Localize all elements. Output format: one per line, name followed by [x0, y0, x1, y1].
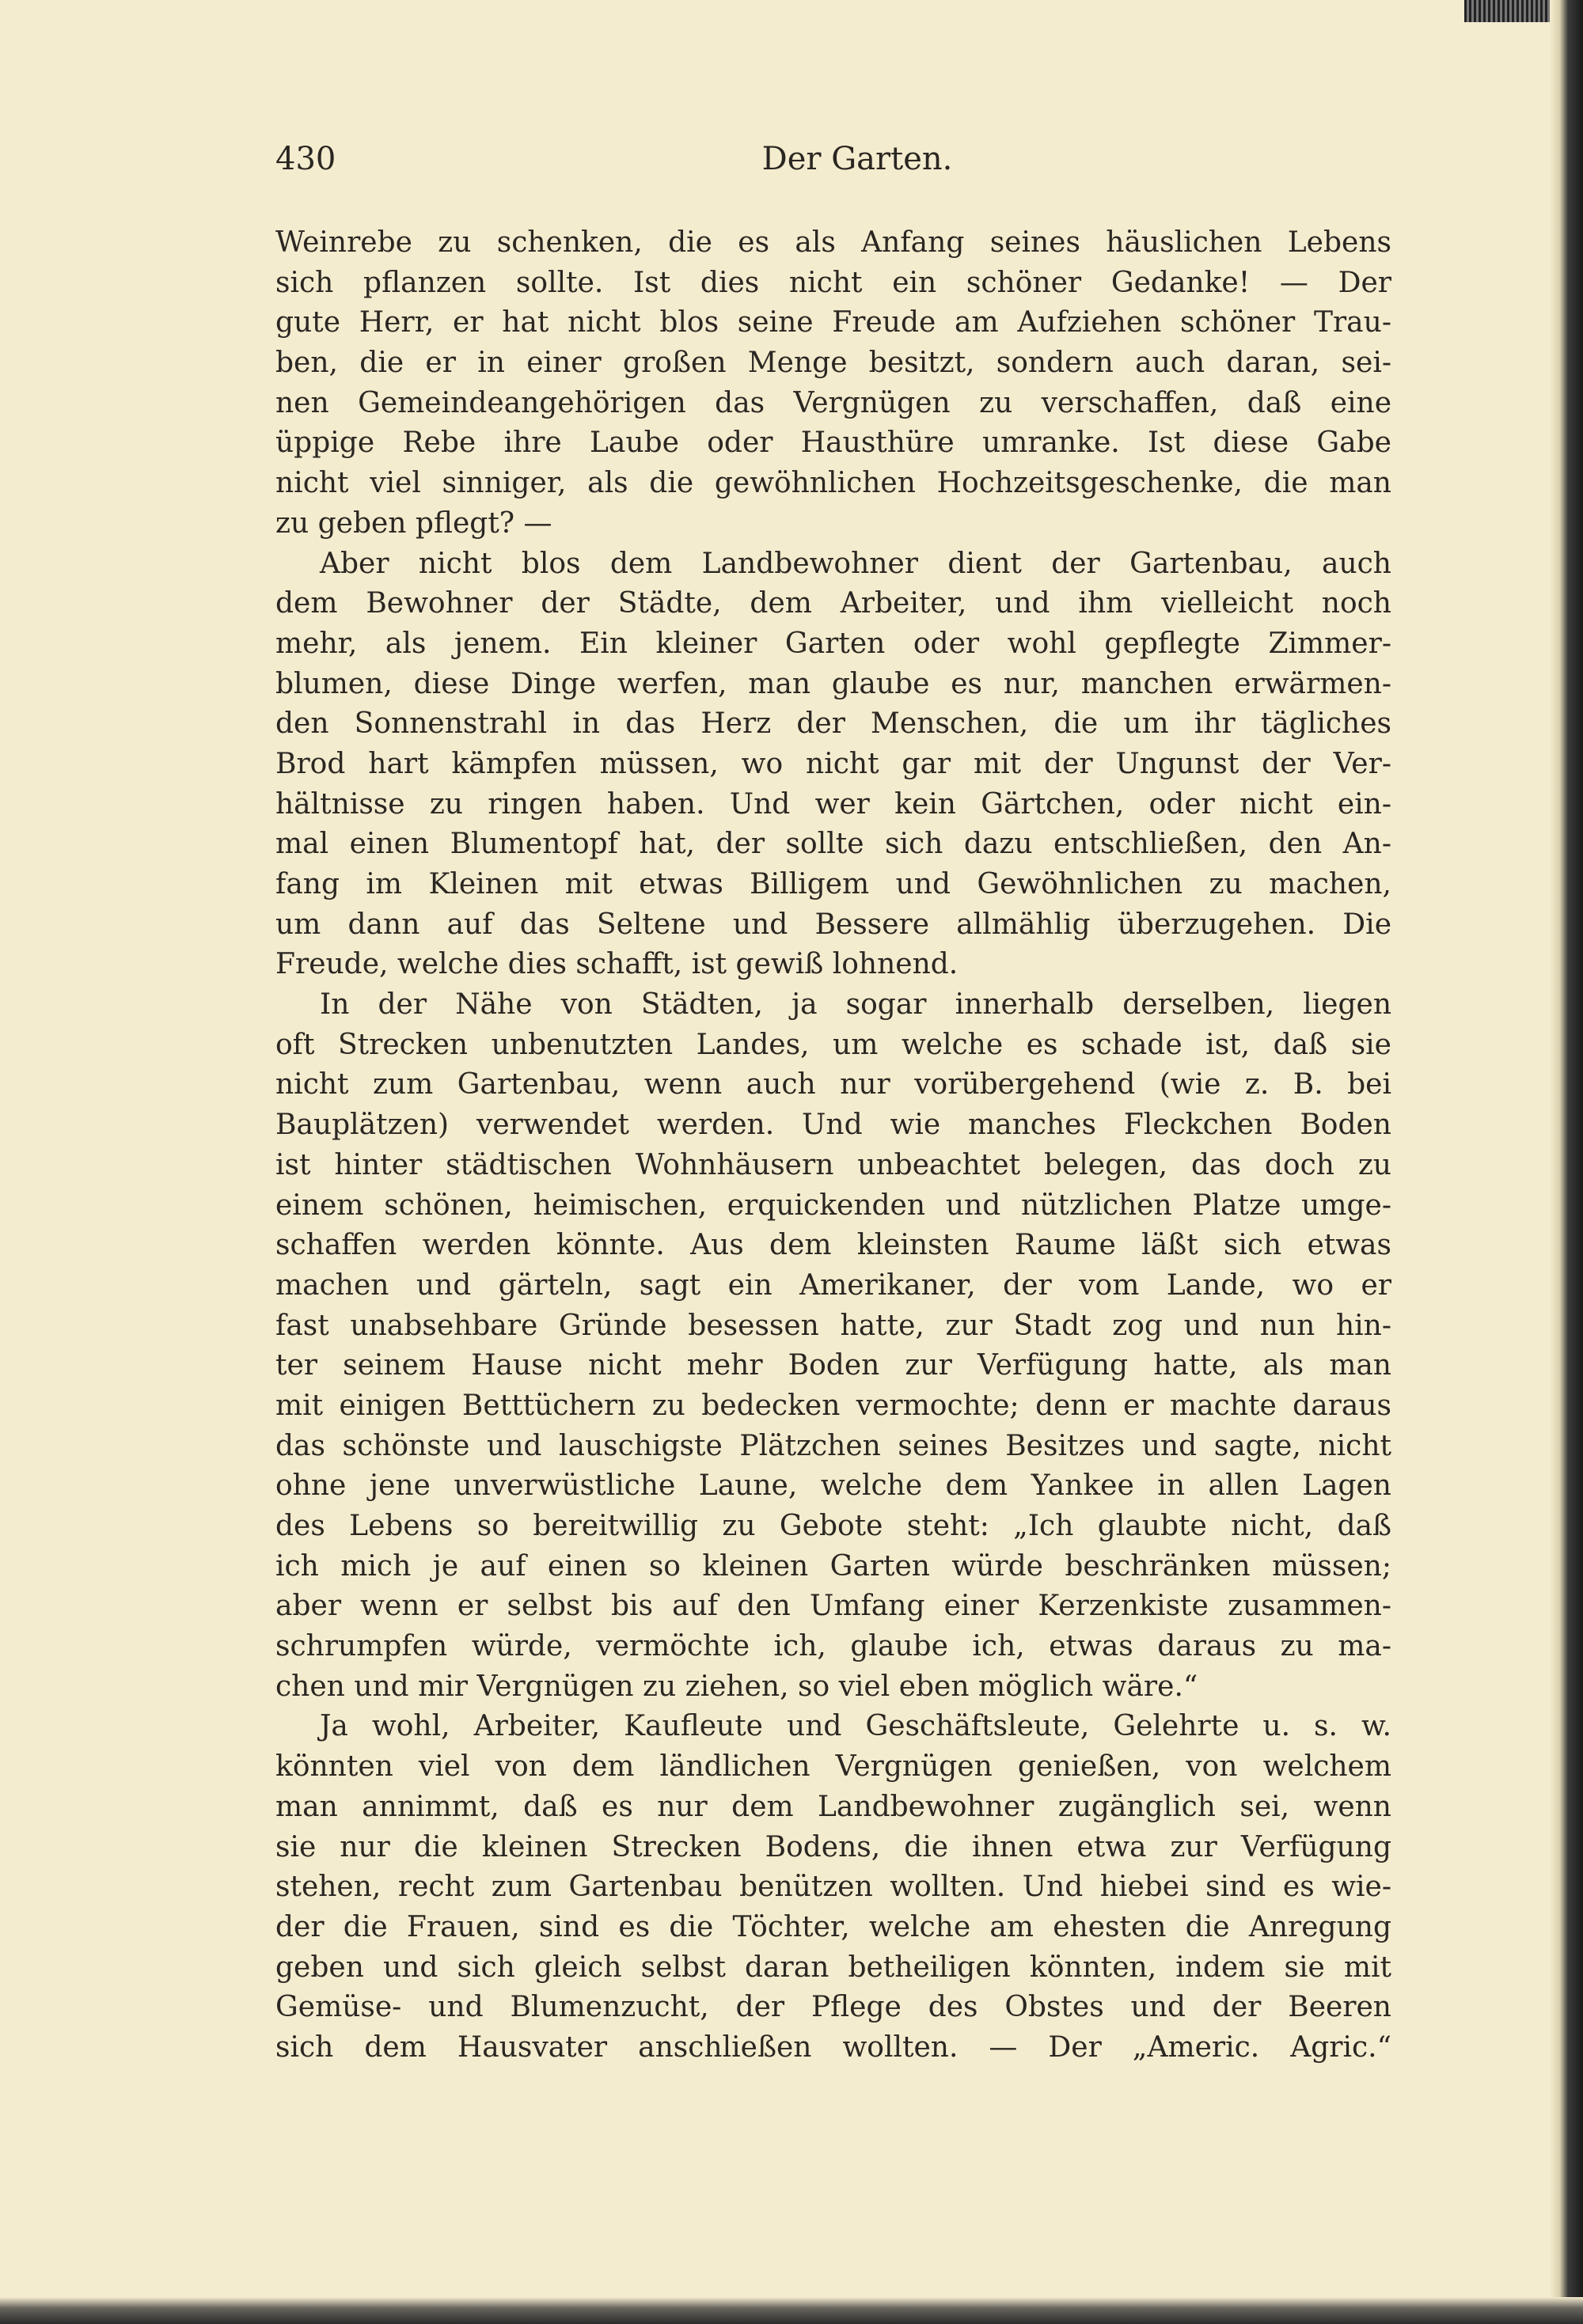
text-line: hältnisse zu ringen haben. Und wer kein Gärtchen, oder nicht ein-	[275, 787, 1391, 821]
text-line: des Lebens so bereitwillig zu Gebote steht: „Ich glaubte nicht, daß	[275, 1510, 1391, 1542]
text-line: ben, die er in einer großen Menge besitzt, sondern auch daran, sei-	[275, 347, 1391, 380]
text-line: zu geben pflegt? —	[275, 506, 552, 540]
running-title: Der Garten.	[761, 141, 953, 177]
text-line: schaffen werden könnte. Aus dem kleinsten Raume läßt sich etwas	[275, 1229, 1391, 1262]
text-line: mit einigen Betttüchern zu bedecken vermochte; denn er machte daraus	[275, 1389, 1391, 1422]
text-line: um dann auf das Seltene und Bessere allmählig überzugehen. Die	[275, 908, 1391, 941]
text-line: der die Frauen, sind es die Töchter, welche am ehesten die Anregung	[275, 1910, 1391, 1943]
text-line: ist hinter städtischen Wohnhäusern unbeachtet belegen, das doch zu	[275, 1148, 1391, 1181]
page-number: 430	[275, 141, 336, 177]
text-line: könnten viel von dem ländlichen Vergnügen genießen, von welchem	[275, 1750, 1391, 1784]
text-line: den Sonnenstrahl in das Herz der Menschen, die um ihr tägliches	[275, 707, 1391, 741]
text-line: sich pflanzen sollte. Ist dies nicht ein schöner Gedanke! — Der	[275, 266, 1391, 299]
text-line: machen und gärteln, sagt ein Amerikaner, der vom Lande, wo er	[275, 1268, 1391, 1302]
text-line: Aber nicht blos dem Landbewohner dient der Gartenbau, auch	[320, 547, 1391, 580]
text-line: nicht viel sinniger, als die gewöhnlichen Hochzeitsgeschenke, die man	[275, 467, 1391, 500]
text-line: ohne jene unverwüstliche Laune, welche dem Yankee in allen Lagen	[275, 1469, 1391, 1503]
text-line: oft Strecken unbenutzten Landes, um welche es schade ist, daß sie	[275, 1028, 1391, 1061]
text-line: üppige Rebe ihre Laube oder Hausthüre umranke. Ist diese Gabe	[275, 427, 1391, 460]
text-line: man annimmt, daß es nur dem Landbewohner zugänglich sei, wenn	[275, 1790, 1391, 1823]
text-line: nicht zum Gartenbau, wenn auch nur vorübergehend (wie z. B. bei	[275, 1068, 1391, 1101]
text-line: fang im Kleinen mit etwas Billigem und Gewöhnlichen zu machen,	[275, 868, 1391, 900]
text-line: chen und mir Vergnügen zu ziehen, so viel eben möglich wäre.“	[275, 1670, 1198, 1703]
text-line: Ja wohl, Arbeiter, Kaufleute und Geschäftsleute, Gelehrte u. s. w.	[320, 1710, 1391, 1743]
text-line: dem Bewohner der Städte, dem Arbeiter, und ihm vielleicht noch	[275, 587, 1391, 620]
text-line: In der Nähe von Städten, ja sogar innerhalb derselben, liegen	[320, 988, 1391, 1022]
text-line: Gemüse- und Blumenzucht, der Pflege des Obstes und der Beeren	[275, 1991, 1391, 2024]
text-line: schrumpfen würde, vermöchte ich, glaube ich, etwas daraus zu ma-	[275, 1630, 1391, 1663]
text-line: einem schönen, heimischen, erquickenden und nützlichen Platze umge-	[275, 1189, 1391, 1222]
text-line: ter seinem Hause nicht mehr Boden zur Verfügung hatte, als man	[275, 1349, 1391, 1382]
text-line: ich mich je auf einen so kleinen Garten würde beschränken müssen;	[275, 1549, 1391, 1583]
body-text	[275, 223, 1391, 2068]
page-header	[275, 141, 1391, 185]
text-line: Weinrebe zu schenken, die es als Anfang seines häuslichen Lebens	[275, 226, 1391, 259]
text-line: sie nur die kleinen Strecken Bodens, die ihnen etwa zur Verfügung	[275, 1830, 1391, 1863]
text-line: Bauplätzen) verwendet werden. Und wie manches Fleckchen Boden	[275, 1109, 1391, 1142]
text-line: aber wenn er selbst bis auf den Umfang einer Kerzenkiste zusammen-	[275, 1590, 1391, 1623]
scan-edge-bottom	[0, 2297, 1583, 2324]
text-line: stehen, recht zum Gartenbau benützen wollten. Und hiebei sind es wie-	[275, 1871, 1391, 1904]
book-binding-edge	[1550, 0, 1583, 2324]
text-line: geben und sich gleich selbst daran betheiligen könnten, indem sie mit	[275, 1951, 1391, 1984]
text-line: Brod hart kämpfen müssen, wo nicht gar mit der Ungunst der Ver-	[275, 747, 1391, 780]
text-line: Freude, welche dies schafft, ist gewiß lohnend.	[275, 948, 959, 981]
text-line: blumen, diese Dinge werfen, man glaube es nur, manchen erwärmen-	[275, 667, 1391, 700]
text-line: das schönste und lauschigste Plätzchen seines Besitzes und sagte, nicht	[275, 1429, 1391, 1462]
text-line: fast unabsehbare Gründe besessen hatte, zur Stadt zog und nun hin-	[275, 1309, 1391, 1342]
text-line: mehr, als jenem. Ein kleiner Garten oder wohl gepflegte Zimmer-	[275, 627, 1391, 660]
text-line: mal einen Blumentopf hat, der sollte sich dazu entschließen, den An-	[275, 828, 1391, 861]
text-line: nen Gemeindeangehörigen das Vergnügen zu verschaffen, daß eine	[275, 386, 1391, 419]
text-line: gute Herr, er hat nicht blos seine Freude am Aufziehen schöner Trau-	[275, 306, 1391, 339]
text-line: sich dem Hausvater anschließen wollten. — Der „Americ. Agric.“	[275, 2030, 1391, 2064]
